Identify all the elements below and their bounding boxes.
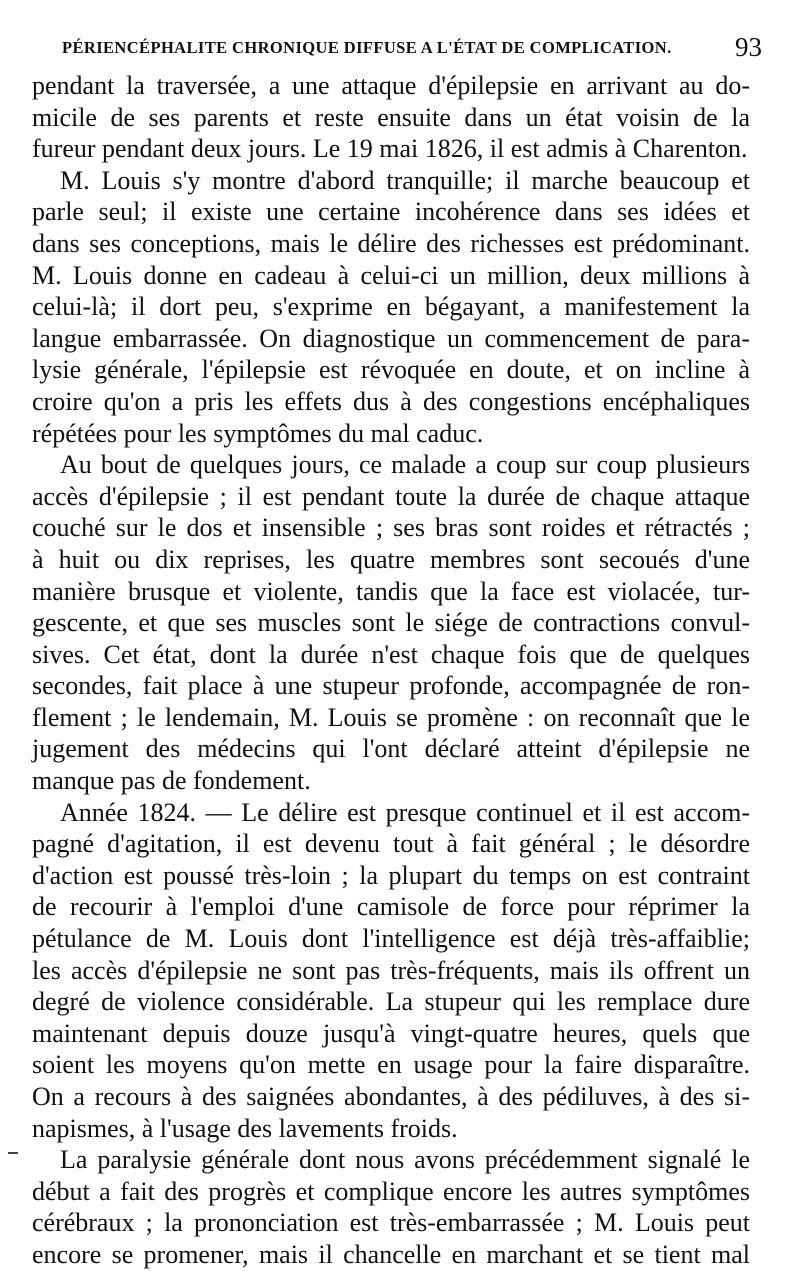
page-header bbox=[62, 32, 762, 66]
body-text bbox=[32, 70, 750, 1271]
text-line: pétulance de M. Louis dont l'intelligence est déjà très-affaiblie; bbox=[32, 924, 750, 954]
text-line: manière brusque et violente, tandis que la face est violacée, tur- bbox=[32, 576, 750, 606]
text-line: pendant la traversée, a une attaque d'épilepsie en arrivant au do- bbox=[32, 71, 750, 100]
text-line: secondes, fait place à une stupeur profonde, accompagnée de ron- bbox=[32, 671, 750, 701]
text-line: cérébraux ; la prononciation est très-embarrassée ; M. Louis peut bbox=[32, 1208, 750, 1238]
text-line: d'action est poussé très-loin ; la plupart du temps on est contraint bbox=[32, 860, 750, 890]
page-number: 93 bbox=[735, 32, 762, 62]
text-line: celui-là; il dort peu, s'exprime en bégayant, a manifestement la bbox=[32, 292, 750, 322]
text-line: sives. Cet état, dont la durée n'est chaque fois que de quelques bbox=[32, 639, 750, 669]
text-line: napismes, à l'usage des lavements froids. bbox=[32, 1113, 458, 1143]
text-line: de recourir à l'emploi d'une camisole de force pour réprimer la bbox=[32, 892, 750, 922]
text-line: M. Louis s'y montre d'abord tranquille; il marche beaucoup et bbox=[60, 165, 750, 195]
margin-mark bbox=[8, 1152, 18, 1154]
text-line: répétées pour les symptômes du mal caduc. bbox=[32, 418, 484, 448]
text-line: accès d'épilepsie ; il est pendant toute la durée de chaque attaque bbox=[32, 481, 750, 511]
text-line: lysie générale, l'épilepsie est révoquée en doute, et on incline à bbox=[32, 355, 750, 385]
running-head: PÉRIENCÉPHALITE CHRONIQUE DIFFUSE A L'ÉTAT DE COMPLICATION. bbox=[62, 38, 672, 57]
text-line: encore se promener, mais il chancelle en marchant et se tient mal bbox=[32, 1239, 750, 1269]
text-line: Au bout de quelques jours, ce malade a coup sur coup plusieurs bbox=[60, 450, 750, 480]
text-line: La paralysie générale dont nous avons précédemment signalé le bbox=[60, 1145, 750, 1175]
text-line: degré de violence considérable. La stupeur qui les remplace dure bbox=[32, 987, 750, 1017]
text-line: jugement des médecins qui l'ont déclaré atteint d'épilepsie ne bbox=[32, 734, 750, 764]
text-line: fureur pendant deux jours. Le 19 mai 1826, il est admis à Charenton. bbox=[32, 134, 748, 164]
text-line: les accès d'épilepsie ne sont pas très-fréquents, mais ils offrent un bbox=[32, 955, 750, 985]
text-line: manque pas de fondement. bbox=[32, 766, 311, 796]
text-line: Année 1824. — Le délire est presque continuel et il est accom- bbox=[60, 797, 750, 827]
text-line: couché sur le dos et insensible ; ses bras sont roides et rétractés ; bbox=[32, 513, 750, 543]
text-line: soient les moyens qu'on mette en usage pour la faire disparaître. bbox=[32, 1050, 750, 1080]
text-line: M. Louis donne en cadeau à celui-ci un million, deux millions à bbox=[32, 260, 750, 290]
text-line: maintenant depuis douze jusqu'à vingt-quatre heures, quels que bbox=[32, 1018, 750, 1048]
text-line: croire qu'on a pris les effets dus à des congestions encéphaliques bbox=[32, 386, 750, 416]
text-line: langue embarrassée. On diagnostique un commencement de para- bbox=[32, 323, 750, 353]
text-line: dans ses conceptions, mais le délire des richesses est prédominant. bbox=[32, 228, 750, 258]
text-line: pagné d'agitation, il est devenu tout à fait général ; le désordre bbox=[32, 829, 750, 859]
text-line: début a fait des progrès et complique encore les autres symptômes bbox=[32, 1176, 750, 1206]
text-line: micile de ses parents et reste ensuite dans un état voisin de la bbox=[32, 102, 750, 132]
text-line: flement ; le lendemain, M. Louis se promène : on reconnaît que le bbox=[32, 702, 750, 732]
text-line: On a recours à des saignées abondantes, à des pédiluves, à des si- bbox=[32, 1082, 750, 1111]
text-line: parle seul; il existe une certaine incohérence dans ses idées et bbox=[32, 197, 750, 227]
text-line: à huit ou dix reprises, les quatre membres sont secoués d'une bbox=[32, 544, 750, 574]
text-line: gescente, et que ses muscles sont le siége de contractions convul- bbox=[32, 608, 750, 638]
